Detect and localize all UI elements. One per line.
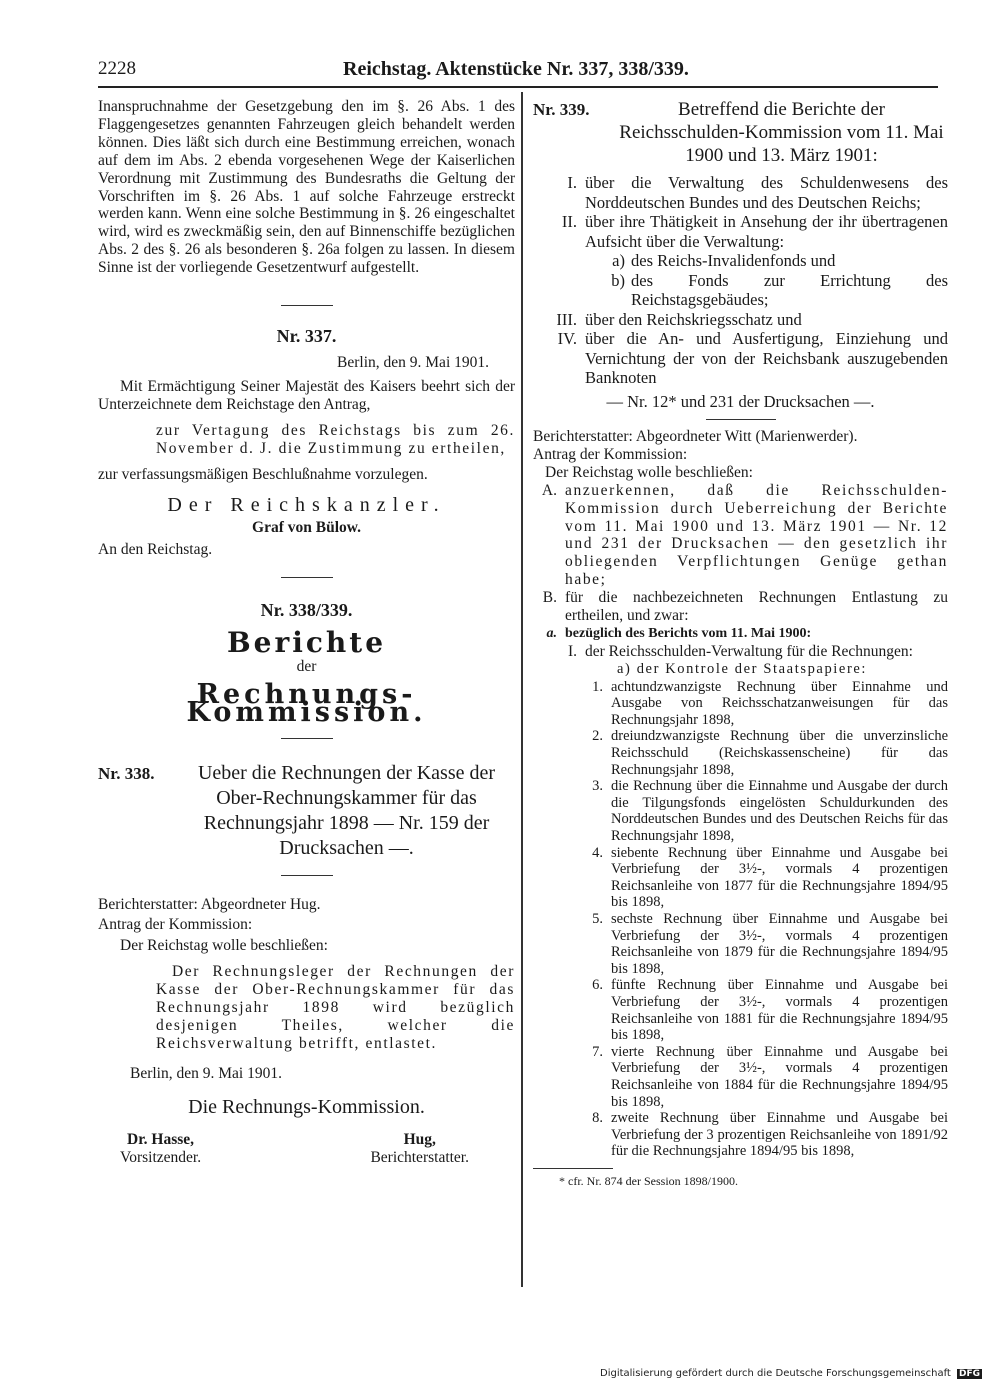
nr339-reporter: Berichterstatter: Abgeordneter Witt (Marienwerder).	[533, 428, 858, 445]
account-item: 5. sechste Rechnung über Einnahme und Ausgabe bei Verbriefung der 3½-, vormals 4 prozentigen Reichsanleihe von 1879 für die Rechnungsjahre 1894/95 bis 1898,	[592, 911, 948, 977]
page-number: 2228	[98, 58, 136, 79]
section-separator	[706, 419, 776, 420]
nr338-signatures	[98, 1131, 515, 1167]
nr338-title: Ueber die Rechnungen der Kasse der Ober-Rechnungskammer für das Rechnungsjahr 1898 — Nr. 159 der Drucksachen —.	[197, 761, 496, 859]
sig-reporter-role: Berichterstatter.	[370, 1148, 469, 1166]
nr339-item: III. über den Reichskriegsschatz und	[556, 309, 802, 329]
nr337-signer-title: Der Reichskanzler.	[167, 494, 446, 517]
sig-reporter-name: Hug,	[403, 1130, 436, 1148]
nr339-title-block	[533, 98, 948, 167]
credit-text: Digitalisierung gefördert durch die Deutsche Forschungsgemeinschaft	[600, 1368, 951, 1379]
section-separator	[281, 738, 333, 739]
running-title: Reichstag. Aktenstücke Nr. 337, 338/339.	[343, 58, 689, 80]
nr339-title: Betreffend die Berichte der Reichsschulden-Kommission vom 11. Mai 1900 und 13. März 1901:	[619, 99, 944, 166]
signature-reporter	[370, 1131, 469, 1167]
left-column	[98, 98, 515, 1167]
nr339-item: IV. über die An- und Ausfertigung, Einziehung und Vernichtung der von der Reichsbank auszugebenden Banknoten	[557, 329, 948, 387]
commission-title: Rechnungs-Kommission.	[186, 678, 427, 728]
nr337-dateline: Berlin, den 9. Mai 1901.	[337, 353, 489, 371]
account-item: 7. vierte Rechnung über Einnahme und Ausgabe bei Verbriefung der 3½-, vormals 4 prozentigen Reichsanleihe von 1884 für die Rechnungsjahre 1894/95 bis 1898,	[592, 1043, 948, 1110]
right-column	[533, 98, 948, 1191]
footnote-rule	[533, 1168, 613, 1169]
column-divider	[521, 92, 523, 1287]
section-separator	[281, 577, 333, 578]
nr339-kontrolle: a) der Kontrole der Staatspapiere:	[617, 660, 868, 677]
header-rule	[98, 86, 938, 88]
digitization-credit	[600, 1368, 982, 1379]
nr338-label: Nr. 338.	[98, 763, 155, 783]
signature-chair	[120, 1131, 201, 1167]
nr339-subitem: a) des Reichs-Invalidenfonds und	[612, 251, 836, 270]
nr338-dateline: Berlin, den 9. Mai 1901.	[130, 1064, 282, 1082]
nr339-resolve: Der Reichstag wolle beschließen:	[545, 463, 753, 481]
account-item: 2. dreiundzwanzigste Rechnung über die unverzinsliche Reichsschuld (Reichskassenscheine) für das Rechnungsjahr 1898,	[592, 728, 948, 778]
nr338-title-block	[98, 761, 515, 861]
nr339-item: II. über ihre Thätigkeit in Ansehung der ihr übertragenen Aufsicht über die Verwaltung:	[561, 212, 948, 251]
dfg-logo: DFG	[959, 1369, 981, 1379]
section-separator	[281, 875, 333, 876]
nr339-item: I. über die Verwaltung des Schuldenwesens des Norddeutschen Bundes und des Deutschen Reichs;	[567, 173, 948, 212]
nr337-body: Mit Ermächtigung Seiner Majestät des Kaisers beehrt sich der Unterzeichnete dem Reichstage den Antrag,	[98, 377, 515, 413]
footnote: * cfr. Nr. 874 der Session 1898/1900.	[559, 1173, 738, 1188]
nr338-resolve: Der Reichstag wolle beschließen:	[120, 937, 328, 955]
account-item: 4. siebente Rechnung über Einnahme und Ausgabe bei Verbriefung der 3½-, vormals 4 prozentigen Reichsanleihe von 1877 für die Rechnungsjahre 1894/95 bis 1898,	[592, 844, 948, 911]
intro-paragraph: Inanspruchnahme der Gesetzgebung den im §. 26 Abs. 1 des Flaggengesetzes genannten Fahrzeugen gleich behandelt werden können. Dies läßt sich durch eine Bestimmung erreichen, wonach auf dem im Abs. 2 ebenda vorgesehenen Wege der Kaiserlichen Verordnung mit Zustimmung des Bundesraths die Geltung der Vorschriften im §. 26 Abs. 1 auf solche Fahrzeuge erstreckt werden kann. Wenn eine solche Bestimmung in §. 26 eingeschaltet wird, wird es zweckmäßig sein, den auf Binnenschiffe bezüglichen Abs. 2 des §. 26 als besonderen §. 26a folgen zu lassen. In diesem Sinne ist der vorliegende Gesetzentwurf aufgestellt.	[98, 98, 515, 277]
section-separator	[281, 305, 333, 306]
nr339-point-a: A. anzuerkennen, daß die Reichsschulden-Kommission durch Ueberreichung der Berichte vom 11. Mai 1900 und 13. März 1901 — Nr. 12 und 231 der Drucksachen — den gesetzlich ihr obliegenden Verpflichtungen Genüge gethan habe;	[541, 481, 948, 589]
sig-chair-role: Vorsitzender.	[120, 1148, 202, 1166]
nr339-subitem: b) des Fonds zur Errichtung des Reichstagsgebäudes;	[611, 270, 948, 309]
nr338-339-heading: Nr. 338/339.	[260, 600, 353, 621]
nr337-addressee: An den Reichstag.	[98, 541, 213, 559]
nr339-accounts	[533, 679, 948, 1160]
nr337-heading: Nr. 337.	[276, 326, 337, 347]
nr339-drucksachen: — Nr. 12* und 231 der Drucksachen —.	[606, 391, 875, 411]
nr339-sub-a: a. bezüglich des Berichts vom 11. Mai 1900:	[546, 625, 812, 641]
nr339-point-b: B. für die nachbezeichneten Rechnungen Entlastung zu ertheilen, und zwar:	[542, 589, 948, 625]
nr337-motion: zur Vertagung des Reichstags bis zum 26. November d. J. die Zustimmung zu ertheilen,	[156, 421, 515, 457]
reports-title: Berichte	[226, 626, 387, 660]
nr338-motion-body: Der Rechnungsleger der Rechnungen der Kasse der Ober-Rechnungskammer für das Rechnungsjahr 1898 wird bezüglich desjenigen Theiles, welcher die Reichsverwaltung betrifft, entlastet.	[156, 963, 515, 1052]
nr337-signer-name: Graf von Bülow.	[252, 519, 361, 537]
nr338-commission: Die Rechnungs-Kommission.	[188, 1095, 425, 1118]
sig-chair-name: Dr. Hasse,	[127, 1130, 195, 1148]
account-item: 8. zweite Rechnung über Einnahme und Ausgabe bei Verbriefung der 3 prozentigen Reichsanleihe von 1891/92 für die Rechnungsjahre 1894/95 bis 1898,	[592, 1110, 948, 1160]
nr338-reporter: Berichterstatter: Abgeordneter Hug.	[98, 895, 321, 913]
nr337-closing: zur verfassungsmäßigen Beschlußnahme vorzulegen.	[98, 465, 428, 483]
nr339-motion-head: Antrag der Kommission:	[533, 445, 688, 463]
nr338-motion-head: Antrag der Kommission:	[98, 915, 253, 933]
account-item: 3. die Rechnung über die Einnahme und Ausgabe der durch die Tilgungsfonds eingelösten Schuldurkunden des Norddeutschen Bundes und des Deutschen Reichs für das Rechnungsjahr 1898,	[592, 778, 948, 845]
account-item: 6. fünfte Rechnung über Einnahme und Ausgabe bei Verbriefung der 3½-, vormals 4 prozentigen Reichsanleihe von 1881 für die Rechnungsjahre 1894/95 bis 1898,	[592, 977, 948, 1044]
nr339-items	[533, 173, 948, 411]
account-item: 1. achtundzwanzigste Rechnung über Einnahme und Ausgabe von Reichsschatzanweisungen für das Rechnungsjahr 1898,	[592, 678, 948, 728]
nr339-sub-I: I. der Reichsschulden-Verwaltung für die Rechnungen:	[567, 642, 913, 660]
nr339-label: Nr. 339.	[533, 100, 590, 119]
reports-title-der: der	[296, 657, 317, 675]
page-header	[98, 58, 938, 86]
